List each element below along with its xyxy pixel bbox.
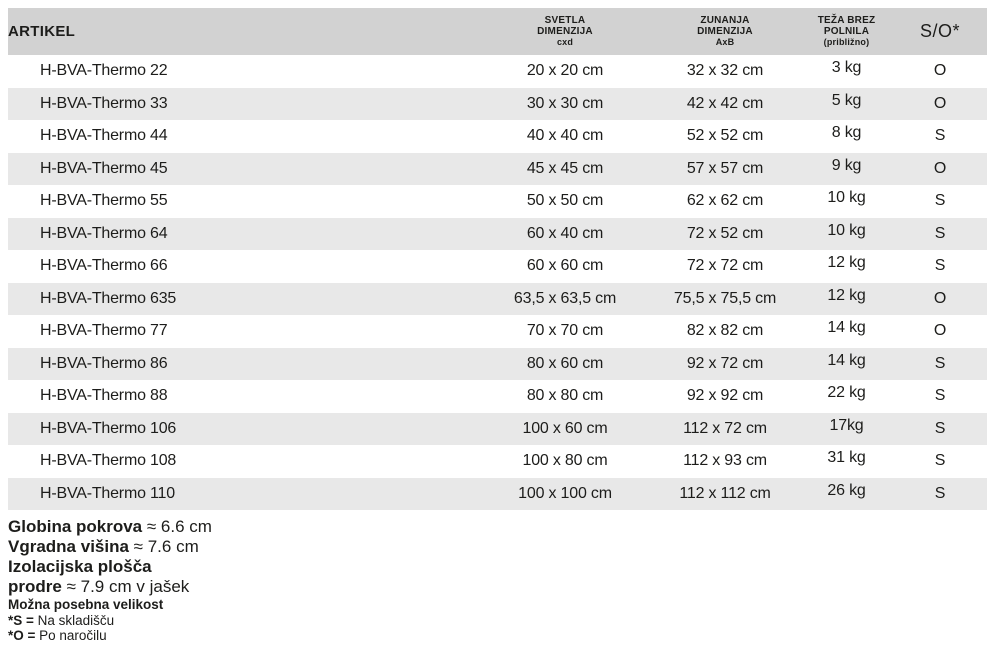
cell-zunanja: 92 x 72 cm	[686, 354, 764, 372]
cell-svetla: 50 x 50 cm	[526, 192, 604, 210]
teza-value: 3 kg	[831, 59, 862, 77]
teza-value: 14 kg	[827, 319, 866, 337]
cell-so: S	[934, 484, 946, 502]
note-value: Na skladišču	[33, 612, 115, 628]
note-s-legend	[8, 613, 996, 629]
cell-so: S	[934, 387, 946, 405]
cell-artikel: H-BVA-Thermo 45	[40, 159, 168, 177]
note-label: *O =	[8, 628, 36, 643]
cell-artikel: H-BVA-Thermo 86	[40, 354, 168, 372]
table-header	[8, 8, 987, 55]
table-row	[8, 218, 987, 251]
teza-value: 5 kg	[831, 91, 862, 109]
table-body	[8, 55, 987, 510]
cell-zunanja: 42 x 42 cm	[686, 94, 764, 112]
column-header-svetla-dimenzija	[480, 8, 650, 55]
table-row	[8, 55, 987, 88]
cell-so: S	[934, 192, 946, 210]
cell-so: S	[934, 127, 946, 145]
cell-svetla: 70 x 70 cm	[526, 322, 604, 340]
note-label: Globina pokrova	[8, 517, 143, 536]
cell-so: S	[934, 419, 946, 437]
cell-teza	[800, 478, 893, 511]
teza-value: 14 kg	[827, 351, 866, 369]
cell-teza	[800, 283, 893, 316]
cell-so: O	[933, 94, 947, 112]
cell-artikel: H-BVA-Thermo 64	[40, 224, 168, 242]
table-row	[8, 88, 987, 121]
note-prodre	[8, 577, 996, 597]
cell-zunanja: 112 x 72 cm	[683, 419, 767, 437]
cell-teza	[800, 250, 893, 283]
teza-value: 12 kg	[827, 286, 866, 304]
note-label: Izolacijska plošča	[8, 557, 152, 576]
table-row	[8, 478, 987, 511]
cell-teza	[800, 348, 893, 381]
table-row	[8, 185, 987, 218]
cell-so: S	[934, 452, 946, 470]
cell-artikel: H-BVA-Thermo 44	[40, 127, 168, 145]
teza-value: 8 kg	[831, 124, 862, 142]
note-izolacijska-plosca	[8, 557, 996, 577]
table-row	[8, 413, 987, 446]
cell-zunanja: 92 x 92 cm	[686, 387, 764, 405]
cell-teza	[800, 218, 893, 251]
cell-zunanja: 72 x 52 cm	[686, 224, 764, 242]
teza-value: 22 kg	[827, 384, 866, 402]
column-header-artikel: ARTIKEL	[8, 8, 480, 55]
header-line: (približno)	[823, 37, 870, 47]
cell-svetla: 100 x 60 cm	[522, 419, 608, 437]
header-line: ZUNANJA	[700, 15, 750, 26]
cell-svetla: 45 x 45 cm	[526, 159, 604, 177]
table-row	[8, 445, 987, 478]
note-mozna-posebna-velikost	[8, 597, 996, 613]
teza-value: 9 kg	[831, 156, 862, 174]
product-spec-table	[8, 8, 987, 510]
teza-value: 10 kg	[827, 189, 866, 207]
cell-zunanja: 75,5 x 75,5 cm	[673, 289, 777, 307]
cell-teza	[800, 413, 893, 446]
column-header-teza	[800, 8, 893, 55]
table-row	[8, 283, 987, 316]
cell-zunanja: 32 x 32 cm	[686, 62, 764, 80]
table-row	[8, 250, 987, 283]
teza-value: 12 kg	[827, 254, 866, 272]
cell-svetla: 20 x 20 cm	[526, 62, 604, 80]
cell-zunanja: 72 x 72 cm	[686, 257, 764, 275]
cell-artikel: H-BVA-Thermo 106	[40, 419, 177, 437]
cell-artikel: H-BVA-Thermo 66	[40, 257, 168, 275]
table-row	[8, 380, 987, 413]
note-vgradna-visina	[8, 537, 996, 557]
cell-teza	[800, 380, 893, 413]
table-row	[8, 153, 987, 186]
cell-so: O	[933, 289, 947, 307]
cell-so: O	[933, 322, 947, 340]
cell-teza	[800, 120, 893, 153]
table-row	[8, 315, 987, 348]
teza-value: 10 kg	[827, 221, 866, 239]
cell-svetla: 80 x 80 cm	[526, 387, 604, 405]
teza-value: 26 kg	[827, 481, 866, 499]
header-line: DIMENZIJA	[697, 26, 753, 37]
cell-so: S	[934, 224, 946, 242]
cell-svetla: 63,5 x 63,5 cm	[513, 289, 617, 307]
table-row	[8, 348, 987, 381]
note-label: Možna posebna velikost	[8, 597, 164, 612]
note-o-legend	[8, 628, 996, 644]
header-line: SVETLA	[544, 15, 586, 26]
cell-so: S	[934, 257, 946, 275]
cell-artikel: H-BVA-Thermo 33	[40, 94, 168, 112]
note-label: prodre	[8, 577, 62, 596]
header-line: AxB	[715, 37, 735, 47]
footnotes	[8, 517, 996, 644]
cell-artikel: H-BVA-Thermo 22	[40, 62, 168, 80]
table-row	[8, 120, 987, 153]
cell-teza	[800, 55, 893, 88]
header-line: DIMENZIJA	[537, 26, 593, 37]
column-header-so: S/O*	[893, 8, 987, 55]
cell-artikel: H-BVA-Thermo 635	[40, 289, 177, 307]
header-line: cxd	[556, 37, 574, 47]
cell-zunanja: 57 x 57 cm	[686, 159, 764, 177]
cell-artikel: H-BVA-Thermo 77	[40, 322, 168, 340]
cell-artikel: H-BVA-Thermo 108	[40, 452, 177, 470]
teza-value: 31 kg	[827, 449, 866, 467]
note-value: Po naročilu	[35, 628, 107, 643]
cell-zunanja: 82 x 82 cm	[686, 322, 764, 340]
cell-teza	[800, 153, 893, 186]
cell-so: O	[933, 62, 947, 80]
note-label: *S =	[8, 612, 34, 628]
cell-zunanja: 112 x 112 cm	[679, 484, 771, 502]
cell-svetla: 60 x 40 cm	[526, 224, 604, 242]
cell-artikel: H-BVA-Thermo 88	[40, 387, 168, 405]
cell-svetla: 100 x 100 cm	[518, 484, 612, 502]
cell-teza	[800, 88, 893, 121]
teza-value: 17kg	[829, 416, 864, 434]
cell-so: S	[934, 354, 946, 372]
note-value: ≈ 7.9 cm v jašek	[61, 577, 190, 596]
note-label: Vgradna višina	[8, 537, 129, 556]
header-line: POLNILA	[823, 26, 870, 37]
cell-so: O	[933, 159, 947, 177]
cell-zunanja: 62 x 62 cm	[686, 192, 764, 210]
cell-artikel: H-BVA-Thermo 110	[40, 484, 175, 502]
cell-svetla: 30 x 30 cm	[526, 94, 604, 112]
note-globina-pokrova	[8, 517, 996, 537]
header-row	[8, 8, 987, 55]
cell-artikel: H-BVA-Thermo 55	[40, 192, 168, 210]
product-spec-table-wrap	[8, 8, 987, 510]
note-value: ≈ 7.6 cm	[128, 537, 199, 556]
column-header-zunanja-dimenzija	[650, 8, 800, 55]
cell-zunanja: 52 x 52 cm	[686, 127, 764, 145]
cell-teza	[800, 185, 893, 218]
cell-zunanja: 112 x 93 cm	[683, 452, 767, 470]
cell-teza	[800, 445, 893, 478]
cell-svetla: 80 x 60 cm	[526, 354, 604, 372]
cell-svetla: 100 x 80 cm	[522, 452, 608, 470]
header-line: TEŽA BREZ	[817, 15, 876, 26]
note-value: ≈ 6.6 cm	[142, 517, 212, 536]
cell-svetla: 40 x 40 cm	[526, 127, 604, 145]
cell-teza	[800, 315, 893, 348]
cell-svetla: 60 x 60 cm	[526, 257, 604, 275]
